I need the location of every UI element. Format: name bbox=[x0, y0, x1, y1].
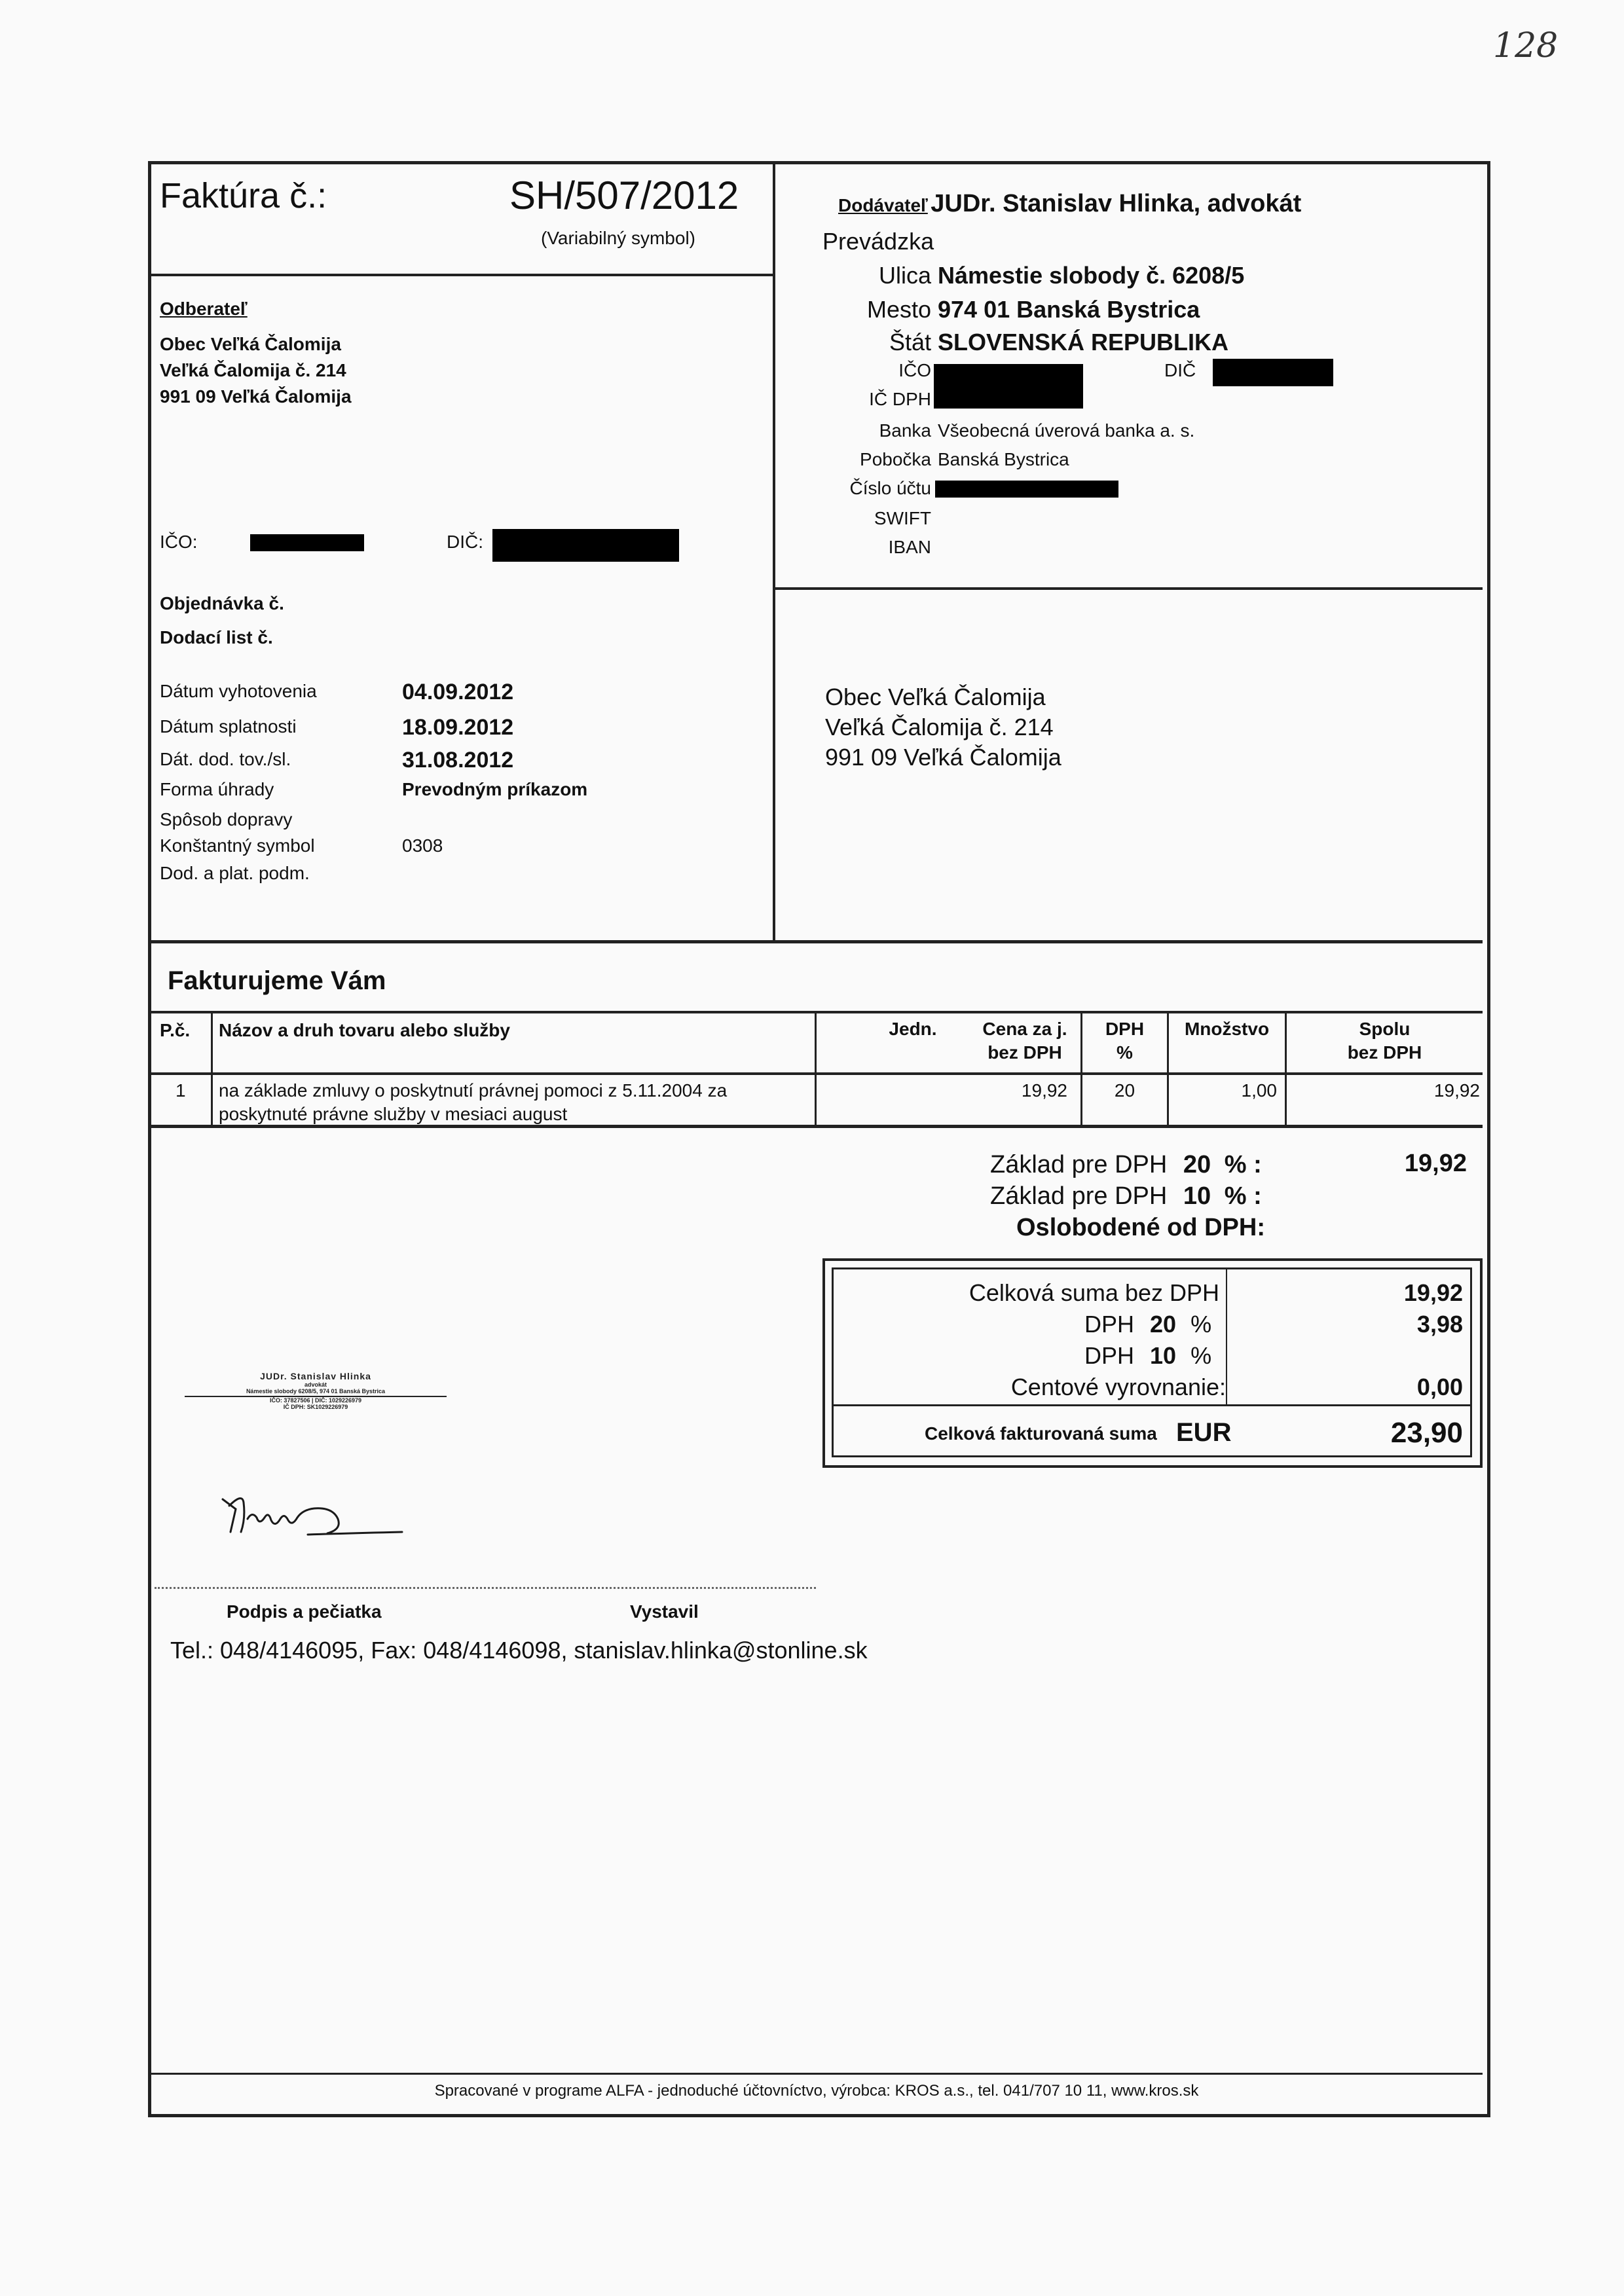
stamp-line: IČ DPH: SK1029226979 bbox=[283, 1404, 348, 1410]
divider bbox=[151, 940, 1483, 943]
table-border bbox=[151, 1125, 1483, 1128]
delivery-address-line: 991 09 Veľká Čalomija bbox=[825, 744, 1061, 771]
redaction bbox=[492, 529, 679, 562]
total-vat10 bbox=[1084, 1342, 1211, 1370]
detail-label: Dod. a plat. podm. bbox=[160, 863, 310, 883]
stamp-line: IČO: 37827506 | DIČ: 1029226979 bbox=[269, 1397, 362, 1404]
rounding-label: Centové vyrovnanie: bbox=[1010, 1374, 1226, 1400]
total-net-label: Celková suma bez DPH bbox=[969, 1279, 1219, 1306]
row-vat: 20 bbox=[1114, 1080, 1135, 1101]
table-border bbox=[151, 1011, 1483, 1013]
mesto-label: Mesto bbox=[866, 296, 931, 323]
header-qty: Množstvo bbox=[1184, 1019, 1270, 1039]
detail-label: Forma úhrady bbox=[160, 779, 274, 799]
signature-dotted-line bbox=[155, 1587, 816, 1589]
vat-base-10 bbox=[990, 1182, 1262, 1211]
supplier-ico-label: IČO bbox=[898, 360, 931, 380]
stat-label: Štát bbox=[889, 329, 931, 355]
divider-vertical bbox=[773, 161, 775, 943]
header-unit: Jedn. bbox=[889, 1019, 937, 1039]
customer-name: Obec Veľká Čalomija bbox=[160, 334, 341, 354]
software-divider bbox=[151, 2073, 1483, 2075]
redaction bbox=[934, 364, 1083, 409]
customer-dic-label: DIČ: bbox=[447, 532, 483, 552]
total-vat20-value: 3,98 bbox=[1416, 1311, 1463, 1338]
grand-total-label: Celková fakturovaná suma bbox=[925, 1423, 1157, 1444]
iban-label: IBAN bbox=[888, 537, 931, 557]
divider bbox=[775, 587, 1483, 590]
header-vat-sub: % bbox=[1116, 1042, 1133, 1063]
stamp bbox=[185, 1371, 447, 1410]
vat-base-20 bbox=[990, 1151, 1262, 1179]
table-border bbox=[151, 1072, 1483, 1075]
redaction bbox=[250, 534, 364, 551]
vat-base-rate: 20 bbox=[1183, 1151, 1211, 1178]
row-name-cont: poskytnuté právne služby v mesiaci august bbox=[219, 1104, 568, 1124]
header-price: Cena za j. bbox=[982, 1019, 1067, 1039]
redaction bbox=[935, 481, 1118, 498]
customer-street: Veľká Čalomija č. 214 bbox=[160, 360, 346, 380]
detail-value: Prevodným príkazom bbox=[402, 779, 588, 799]
currency: EUR bbox=[1176, 1418, 1232, 1447]
delivery-address-line: Veľká Čalomija č. 214 bbox=[825, 714, 1054, 740]
detail-label: Konštantný symbol bbox=[160, 835, 315, 856]
detail-label: Dátum vyhotovenia bbox=[160, 681, 317, 701]
total-vat-label: DPH bbox=[1084, 1311, 1135, 1338]
header-total: Spolu bbox=[1359, 1019, 1411, 1039]
detail-label: Dát. dod. tov./sl. bbox=[160, 749, 291, 769]
total-vat-pct: % bbox=[1190, 1311, 1212, 1338]
vat-base-pct: % : bbox=[1224, 1182, 1262, 1210]
prevadzka-label: Prevádzka bbox=[822, 228, 934, 255]
total-net-value: 19,92 bbox=[1403, 1279, 1463, 1306]
swift-label: SWIFT bbox=[874, 508, 931, 528]
detail-value: 04.09.2012 bbox=[402, 680, 514, 704]
totals-box bbox=[822, 1258, 1483, 1468]
total-vat-rate: 10 bbox=[1150, 1342, 1177, 1369]
header-vat: DPH bbox=[1105, 1019, 1145, 1039]
variable-symbol-label: (Variabilný symbol) bbox=[541, 228, 695, 248]
row-qty: 1,00 bbox=[1241, 1080, 1277, 1101]
total-vat20 bbox=[1084, 1311, 1211, 1338]
signature bbox=[216, 1480, 413, 1552]
mesto-value: 974 01 Banská Bystrica bbox=[938, 296, 1200, 323]
header-total-sub: bez DPH bbox=[1347, 1042, 1422, 1063]
row-price: 19,92 bbox=[1021, 1080, 1067, 1101]
header-pc: P.č. bbox=[160, 1020, 191, 1040]
redaction bbox=[1213, 359, 1333, 386]
detail-value: 0308 bbox=[402, 835, 443, 856]
vat-base-rate: 10 bbox=[1183, 1182, 1211, 1210]
invoice-title: Faktúra č.: bbox=[160, 176, 327, 215]
row-pc: 1 bbox=[175, 1080, 186, 1101]
ucet-label: Číslo účtu bbox=[849, 478, 931, 498]
totals-separator bbox=[1226, 1269, 1227, 1404]
detail-value: 31.08.2012 bbox=[402, 748, 514, 773]
header-price-sub: bez DPH bbox=[987, 1042, 1062, 1063]
pobocka-label: Pobočka bbox=[860, 449, 931, 469]
customer-city: 991 09 Veľká Čalomija bbox=[160, 386, 352, 407]
table-border bbox=[211, 1011, 213, 1126]
order-number-label: Objednávka č. bbox=[160, 593, 284, 613]
pobocka-value: Banská Bystrica bbox=[938, 449, 1069, 469]
vat-base-20-value: 19,92 bbox=[1404, 1150, 1467, 1177]
banka-label: Banka bbox=[879, 420, 931, 441]
issued-label: Vystavil bbox=[630, 1601, 699, 1622]
invoice-number: SH/507/2012 bbox=[509, 173, 739, 217]
stat-value: SLOVENSKÁ REPUBLIKA bbox=[938, 329, 1229, 355]
total-vat-label: DPH bbox=[1084, 1342, 1135, 1369]
delivery-note-label: Dodací list č. bbox=[160, 627, 273, 647]
detail-label: Spôsob dopravy bbox=[160, 809, 293, 829]
detail-label: Dátum splatnosti bbox=[160, 716, 297, 737]
banka-value: Všeobecná úverová banka a. s. bbox=[938, 420, 1195, 441]
stamp-line: JUDr. Stanislav Hlinka bbox=[260, 1371, 371, 1381]
supplier-header bbox=[838, 190, 1301, 218]
contact-line: Tel.: 048/4146095, Fax: 048/4146098, stanislav.hlinka@stonline.sk bbox=[170, 1637, 868, 1664]
row-name: na základe zmluvy o poskytnutí právnej pomoci z 5.11.2004 za bbox=[219, 1080, 728, 1101]
supplier-label: Dodávateľ bbox=[838, 195, 928, 215]
supplier-icdph-label: IČ DPH bbox=[869, 389, 931, 409]
ulica-value: Námestie slobody č. 6208/5 bbox=[938, 262, 1245, 289]
row-total: 19,92 bbox=[1433, 1080, 1480, 1101]
detail-value: 18.09.2012 bbox=[402, 715, 514, 740]
total-vat-pct: % bbox=[1190, 1342, 1212, 1369]
vat-base-label: Základ pre DPH bbox=[990, 1151, 1168, 1178]
customer-ico-label: IČO: bbox=[160, 532, 198, 552]
vat-base-pct: % : bbox=[1224, 1151, 1262, 1178]
total-vat-rate: 20 bbox=[1150, 1311, 1177, 1338]
stamp-line: Námestie slobody 6208/5, 974 01 Banská Bystrica bbox=[185, 1388, 447, 1397]
grand-total-value: 23,90 bbox=[1390, 1417, 1463, 1449]
sign-label: Podpis a pečiatka bbox=[227, 1601, 382, 1622]
vat-exempt-label: Oslobodené od DPH: bbox=[1016, 1214, 1265, 1241]
stamp-line: advokát bbox=[304, 1381, 327, 1388]
ulica-label: Ulica bbox=[878, 262, 931, 289]
customer-label: Odberateľ bbox=[160, 299, 248, 319]
rounding-value: 0,00 bbox=[1416, 1374, 1463, 1400]
supplier-dic-label: DIČ bbox=[1164, 360, 1196, 380]
delivery-address-line: Obec Veľká Čalomija bbox=[825, 683, 1046, 710]
divider bbox=[151, 274, 773, 276]
page-number: 128 bbox=[1493, 26, 1559, 65]
header-name: Názov a druh tovaru alebo služby bbox=[219, 1020, 510, 1040]
items-title: Fakturujeme Vám bbox=[168, 966, 386, 995]
software-credit: Spracované v programe ALFA - jednoduché účtovníctvo, výrobca: KROS a.s., tel. 041/707 10 11, www.kros.sk bbox=[434, 2082, 1199, 2100]
supplier-name: JUDr. Stanislav Hlinka, advokát bbox=[931, 190, 1302, 217]
items-table bbox=[151, 1011, 1483, 1129]
vat-base-label: Základ pre DPH bbox=[990, 1182, 1168, 1210]
totals-separator bbox=[834, 1404, 1470, 1406]
